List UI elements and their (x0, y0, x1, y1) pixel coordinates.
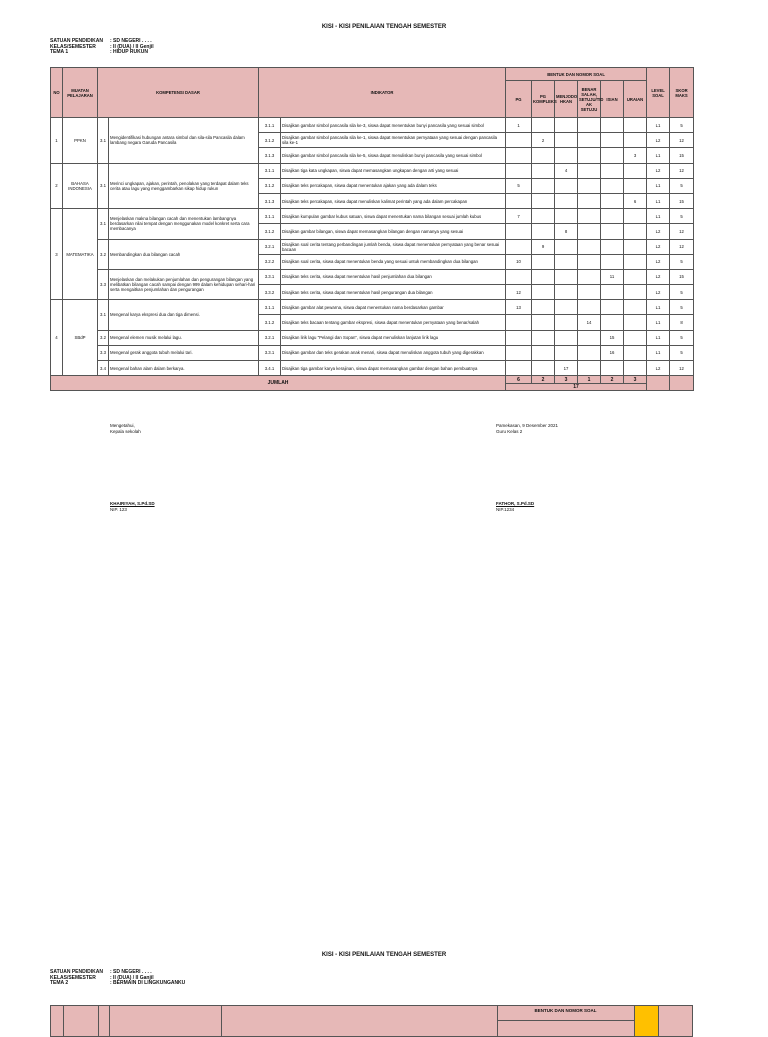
table-row (51, 269, 694, 284)
cell-menjodohkan (555, 239, 578, 254)
kd-code: 3.1 (98, 163, 109, 209)
cell-uraian (624, 361, 647, 376)
cell-pg (506, 345, 532, 360)
indikator-text: Disajikan soal cerita tentang perbandingan jumlah benda, siswa dapat menentukan pernyataan yang benar sesuai bacaan (281, 239, 506, 254)
total-benar-salah: 1 (578, 376, 601, 384)
table-row (51, 118, 694, 133)
indikator-code: 3.3.1 (259, 345, 281, 360)
kd-text: Merinci ungkapan, ajakan, perintah, penolakan yang terdapat dalam teks cerita atau lagu yang menggambarkan sikap hidup rukun (109, 163, 259, 209)
table-row (51, 361, 694, 376)
cell-menjodohkan (555, 285, 578, 300)
cell-pg-kompleks (532, 178, 555, 193)
indikator-text: Disajikan gambar dan teks gerakan anak menari, siswa dapat menuliskan anggota tubuh yang digerakkan (281, 345, 506, 360)
signature-right-name-block (496, 501, 534, 513)
total-menjodohkan: 3 (555, 376, 578, 384)
indikator-code: 3.1.2 (259, 178, 281, 193)
cell-menjodohkan (555, 148, 578, 163)
cell-uraian (624, 345, 647, 360)
cell-score: 5 (670, 285, 694, 300)
cell-score: 5 (670, 300, 694, 315)
signature-left (110, 423, 141, 435)
cell-uraian (624, 330, 647, 345)
cell-uraian (624, 133, 647, 148)
meta-key: SATUAN PENDIDIKAN (50, 38, 103, 44)
row-subject: SBdP (63, 300, 98, 376)
cell-isian (601, 193, 624, 208)
cell-pg (506, 361, 532, 376)
cell-benar-salah (578, 193, 601, 208)
total-label: JUMLAH (51, 376, 506, 391)
total-isian: 2 (601, 376, 624, 384)
cell-menjodohkan (555, 118, 578, 133)
row-subject: BAHASA INDONESIA (63, 163, 98, 209)
kd-text: Membandingkan dua bilangan cacah (109, 239, 259, 269)
indikator-code: 3.1.1 (259, 300, 281, 315)
cell-isian (601, 300, 624, 315)
total-pg-kompleks: 2 (532, 376, 555, 384)
document-meta (50, 39, 154, 56)
meta-value: : II (DUA) / II Genjil (110, 43, 154, 50)
cell-pg: 5 (506, 178, 532, 193)
indikator-code: 3.1.1 (259, 118, 281, 133)
cell-uraian (624, 239, 647, 254)
table-row (51, 300, 694, 315)
cell-score: 12 (670, 133, 694, 148)
kd-code: 3.1 (98, 118, 109, 164)
indikator-text: Disajikan kumpulan gambar kubus satuan, siswa dapat menentukan nama bilangan sesuai jumlah kubus (281, 209, 506, 224)
cell-benar-salah (578, 254, 601, 269)
cell-benar-salah (578, 163, 601, 178)
cell-menjodohkan (555, 269, 578, 284)
document-title: KISI - KISI PENILAIAN TENGAH SEMESTER (321, 24, 447, 30)
cell-pg (506, 330, 532, 345)
cell-pg: 1 (506, 118, 532, 133)
cell-isian (601, 209, 624, 224)
cell-score: 5 (670, 345, 694, 360)
cell-pg: 13 (506, 300, 532, 315)
cell-score: 12 (670, 361, 694, 376)
indikator-text: Disajikan teks cerita, siswa dapat menentukan hasil pengurangan dua bilangan (281, 285, 506, 300)
cell-menjodohkan (555, 193, 578, 208)
row-no: 3 (51, 209, 63, 300)
row-no: 1 (51, 118, 63, 164)
cell-uraian (624, 269, 647, 284)
cell-isian (601, 178, 624, 193)
kd-text: Menjelaskan makna bilangan cacah dan menentukan lambangnya berdasarkan nilai tempat dengan menggunakan model konkret serta cara membacanya (109, 209, 259, 239)
cell-isian (601, 163, 624, 178)
indikator-code: 3.4.1 (259, 361, 281, 376)
cell-score: 5 (670, 330, 694, 345)
signature-left-name: KHAIRIYAH, S.Pd.SD (110, 501, 155, 506)
kd-code: 3.3 (98, 345, 109, 360)
cell-score: 12 (670, 239, 694, 254)
cell-uraian (624, 300, 647, 315)
signature-right-name: FATHOR, S.Pd.SD (496, 501, 535, 506)
cell-benar-salah (578, 148, 601, 163)
indikator-text: Disajikan gambar simbol pancasila sila ke-3, siswa dapat menentukan bunyi pancasila yang sesuai simbol (281, 118, 506, 133)
cell-level: L1 (647, 345, 670, 360)
indikator-text: Disajikan gambar bilangan, siswa dapat memasangkan bilangan dengan namanya yang sesuai (281, 224, 506, 239)
header-isian: ISIAN (601, 81, 624, 118)
cell-pg (506, 224, 532, 239)
indikator-code: 3.3.2 (259, 285, 281, 300)
indikator-text: Disajikan teks bacaan tentang gambar ekspresi, siswa dapat menentukan pernyataan yang benar/salah (281, 315, 506, 330)
cell-pg: 7 (506, 209, 532, 224)
indikator-text: Disajikan tiga gambar karya kerajinan, siswa dapat memasangkan gambar dengan bahan pembuatnya (281, 361, 506, 376)
cell-score: 5 (670, 118, 694, 133)
cell-pg-kompleks (532, 148, 555, 163)
table-row (51, 345, 694, 360)
kd-code: 3.2 (98, 239, 109, 269)
cell-level: L1 (647, 118, 670, 133)
cell-pg-kompleks (532, 193, 555, 208)
grand-total: 17 (506, 384, 647, 391)
indikator-text: Disajikan tiga kata ungkapan, siswa dapat memasangkan ungkapan dengan arti yang sesuai (281, 163, 506, 178)
signature-left-name-block (110, 501, 155, 513)
cell-menjodohkan (555, 300, 578, 315)
cell-menjodohkan (555, 345, 578, 360)
cell-score: 5 (670, 254, 694, 269)
cell-isian (601, 361, 624, 376)
header-menjodohkan: MENJODO HKAN (555, 81, 578, 118)
header-level: LEVEL SOAL (647, 68, 670, 118)
indikator-text: Disajikan gambar simbol pancasila sila ke-5, siswa dapat menuliskan bunyi pancasila yang sesuai simbol (281, 148, 506, 163)
cell-pg (506, 163, 532, 178)
cell-menjodohkan (555, 178, 578, 193)
indikator-code: 3.2.1 (259, 330, 281, 345)
indikator-text: Disajikan teks percakapan, siswa dapat menentukan ajakan yang ada dalam teks (281, 178, 506, 193)
cell-benar-salah (578, 178, 601, 193)
cell-pg (506, 315, 532, 330)
cell-level: L1 (647, 300, 670, 315)
cell-benar-salah (578, 345, 601, 360)
cell-level: L2 (647, 254, 670, 269)
header-indikator: INDIKATOR (259, 68, 506, 118)
kd-text: Mengidentifikasi hubungan antara simbol dan sila-sila Pancasila dalam lambang negara Garuda Pancasila (109, 118, 259, 164)
kd-text: Mengenal karya ekspresi dua dan tiga dimensi. (109, 300, 259, 330)
cell-level: L2 (647, 224, 670, 239)
table-row (51, 239, 694, 254)
indikator-code: 3.1.1 (259, 163, 281, 178)
meta-key: KELAS/SEMESTER (50, 974, 96, 981)
cell-level: L1 (647, 193, 670, 208)
kd-code: 3.1 (98, 209, 109, 239)
total-row (51, 376, 694, 384)
cell-isian (601, 254, 624, 269)
meta-key: TEMA 2 (50, 980, 69, 987)
cell-level: L1 (647, 178, 670, 193)
cell-isian (601, 224, 624, 239)
meta-value: : BERMAIN DI LINGKUNGANKU (110, 980, 186, 987)
header-pg: PG (506, 81, 532, 118)
signature-right-nip: NIP.1234 (496, 507, 515, 512)
indikator-text: Disajikan teks cerita, siswa dapat menentukan hasil penjumlahan dua bilangan (281, 269, 506, 284)
cell-benar-salah (578, 269, 601, 284)
cell-pg-kompleks (532, 163, 555, 178)
indikator-text: Disajikan gambar alat pewarna, siswa dapat menentukan nama berdasarkan gambar (281, 300, 506, 315)
document-title-2: KISI - KISI PENILAIAN TENGAH SEMESTER (321, 952, 447, 958)
kd-code: 3.3 (98, 269, 109, 299)
cell-pg (506, 193, 532, 208)
cell-uraian (624, 209, 647, 224)
cell-pg-kompleks (532, 361, 555, 376)
kd-code: 3.1 (98, 300, 109, 330)
cell-benar-salah: 14 (578, 315, 601, 330)
signature-right (496, 423, 558, 435)
header-no: NO (51, 68, 63, 118)
header-bentuk: BENTUK DAN NOMOR SOAL (506, 68, 647, 81)
cell-isian (601, 118, 624, 133)
cell-level: L2 (647, 163, 670, 178)
cell-pg-kompleks (532, 254, 555, 269)
cell-score: 15 (670, 269, 694, 284)
cell-level: L2 (647, 285, 670, 300)
row-subject: MATEMATIKA (63, 209, 98, 300)
cell-pg-kompleks (532, 345, 555, 360)
cell-level: L1 (647, 209, 670, 224)
kisi-table (50, 67, 694, 391)
meta-row (50, 50, 154, 56)
cell-pg-kompleks (532, 118, 555, 133)
signature-left-nip: NIP. 123 (110, 507, 127, 512)
cell-level: L1 (647, 330, 670, 345)
header-muatan: MUATAN PELAJARAN (63, 68, 98, 118)
meta-value: : II (DUA) / II Ganjil (110, 974, 154, 981)
cell-benar-salah (578, 133, 601, 148)
cell-benar-salah (578, 285, 601, 300)
cell-benar-salah (578, 209, 601, 224)
cell-pg-kompleks (532, 269, 555, 284)
cell-level: L1 (647, 148, 670, 163)
total-score-empty (670, 376, 694, 391)
cell-uraian (624, 315, 647, 330)
cell-pg: 10 (506, 254, 532, 269)
cell-benar-salah (578, 224, 601, 239)
cell-score: 5 (670, 178, 694, 193)
kd-text: Mengenal gerak anggota tubuh melalui tari. (109, 345, 259, 360)
indikator-code: 3.2.2 (259, 254, 281, 269)
cell-pg (506, 133, 532, 148)
cell-menjodohkan (555, 315, 578, 330)
indikator-text: Disajikan gambar simbol pancasila sila ke-1, siswa dapat menentukan pernyataan yang sesuai dengan pancasila sila ke-1 (281, 133, 506, 148)
indikator-code: 3.1.1 (259, 209, 281, 224)
header-pg-kompleks: PG KOMPLEKS (532, 81, 555, 118)
cell-uraian (624, 254, 647, 269)
cell-uraian (624, 285, 647, 300)
cell-score: 15 (670, 148, 694, 163)
cell-isian (601, 133, 624, 148)
indikator-text: Disajikan teks percakapan, siswa dapat menuliskan kalimat perintah yang ada dalam percakapan (281, 193, 506, 208)
cell-menjodohkan (555, 209, 578, 224)
cell-level: L1 (647, 315, 670, 330)
cell-menjodohkan: 4 (555, 163, 578, 178)
indikator-code: 3.1.3 (259, 148, 281, 163)
cell-menjodohkan: 17 (555, 361, 578, 376)
cell-isian (601, 148, 624, 163)
cell-pg (506, 269, 532, 284)
indikator-text: Disajikan lirik lagu "Pelangi dan Sopan", siswa dapat menuliskan lanjutan lirik lagu (281, 330, 506, 345)
cell-isian (601, 239, 624, 254)
cell-isian (601, 315, 624, 330)
cell-menjodohkan (555, 254, 578, 269)
meta-value: : SD NEGERI . . . . (110, 969, 152, 975)
row-no: 2 (51, 163, 63, 209)
header-uraian: URAIAN (624, 81, 647, 118)
cell-pg-kompleks: 2 (532, 133, 555, 148)
row-no: 4 (51, 300, 63, 376)
total-pg: 6 (506, 376, 532, 384)
indikator-code: 3.1.2 (259, 224, 281, 239)
document-meta-2 (50, 970, 185, 987)
cell-menjodohkan (555, 133, 578, 148)
total-uraian: 3 (624, 376, 647, 384)
signature-left-line1: Mengetahui, (110, 423, 135, 428)
table-row (51, 163, 694, 178)
meta-value: : SD NEGERI . . . . (110, 38, 152, 44)
meta-key: SATUAN PENDIDIKAN (50, 969, 103, 975)
table-row (51, 209, 694, 224)
cell-pg-kompleks (532, 315, 555, 330)
cell-pg-kompleks: 9 (532, 239, 555, 254)
kd-text: Mengenal bahan alam dalam berkarya. (109, 361, 259, 376)
header-bentuk-2: BENTUK DAN NOMOR SOAL (534, 1008, 597, 1013)
header-kd: KOMPETENSI DASAR (98, 68, 259, 118)
kd-code: 3.2 (98, 330, 109, 345)
cell-level: L2 (647, 269, 670, 284)
cell-score: 12 (670, 224, 694, 239)
cell-pg-kompleks (532, 300, 555, 315)
cell-isian: 16 (601, 345, 624, 360)
cell-pg-kompleks (532, 209, 555, 224)
header-benar-salah: BENAR SALAH, SETUJU/TID AK SETUJU (578, 81, 601, 118)
cell-benar-salah (578, 118, 601, 133)
meta-row (50, 981, 185, 987)
header-skor: SKOR MAKS (670, 68, 694, 118)
indikator-code: 3.1.2 (259, 315, 281, 330)
total-level-empty (647, 376, 670, 391)
cell-isian: 11 (601, 269, 624, 284)
cell-uraian: 3 (624, 148, 647, 163)
cell-pg-kompleks (532, 285, 555, 300)
cell-uraian (624, 163, 647, 178)
cell-uraian (624, 224, 647, 239)
cell-score: 15 (670, 193, 694, 208)
cell-benar-salah (578, 239, 601, 254)
indikator-code: 3.1.3 (259, 193, 281, 208)
cell-pg-kompleks (532, 224, 555, 239)
cell-pg: 12 (506, 285, 532, 300)
cell-benar-salah (578, 300, 601, 315)
meta-key: TEMA 1 (50, 49, 69, 56)
kd-code: 3.4 (98, 361, 109, 376)
signature-right-line1: Pamekasan, 9 Desember 2021 (496, 423, 559, 428)
cell-benar-salah (578, 361, 601, 376)
cell-score: 5 (670, 209, 694, 224)
cell-score: 12 (670, 163, 694, 178)
indikator-code: 3.3.1 (259, 269, 281, 284)
cell-score: 8 (670, 315, 694, 330)
signature-right-line2: Guru Kelas 2 (496, 429, 523, 434)
cell-pg (506, 148, 532, 163)
cell-level: L2 (647, 133, 670, 148)
cell-level: L2 (647, 361, 670, 376)
cell-uraian (624, 178, 647, 193)
meta-value: : HIDUP RUKUN (110, 49, 148, 56)
row-subject: PPKN (63, 118, 98, 164)
cell-menjodohkan (555, 330, 578, 345)
cell-benar-salah (578, 330, 601, 345)
cell-level: L2 (647, 239, 670, 254)
kd-text: Mengenal elemen musik melalui lagu. (109, 330, 259, 345)
kisi-table-2-header (50, 1005, 693, 1037)
cell-isian (601, 285, 624, 300)
meta-key: KELAS/SEMESTER (50, 43, 96, 50)
indikator-code: 3.1.2 (259, 133, 281, 148)
cell-pg-kompleks (532, 330, 555, 345)
indikator-text: Disajikan soal cerita, siswa dapat menentukan benda yang sesuai untuk membandingkan dua bilangan (281, 254, 506, 269)
cell-pg (506, 239, 532, 254)
cell-menjodohkan: 8 (555, 224, 578, 239)
kd-text: Menjelaskan dan melakukan penjumlahan dan pengurangan bilangan yang melibatkan bilangan cacah sampai dengan 999 dalam kehidupan sehari-hari serta mengaitkan penjumlahan dan pengurangan (109, 269, 259, 299)
cell-uraian (624, 118, 647, 133)
signature-left-line2: Kepala sekolah (110, 429, 141, 434)
cell-uraian: 6 (624, 193, 647, 208)
table-row (51, 330, 694, 345)
indikator-code: 3.2.1 (259, 239, 281, 254)
cell-isian: 15 (601, 330, 624, 345)
